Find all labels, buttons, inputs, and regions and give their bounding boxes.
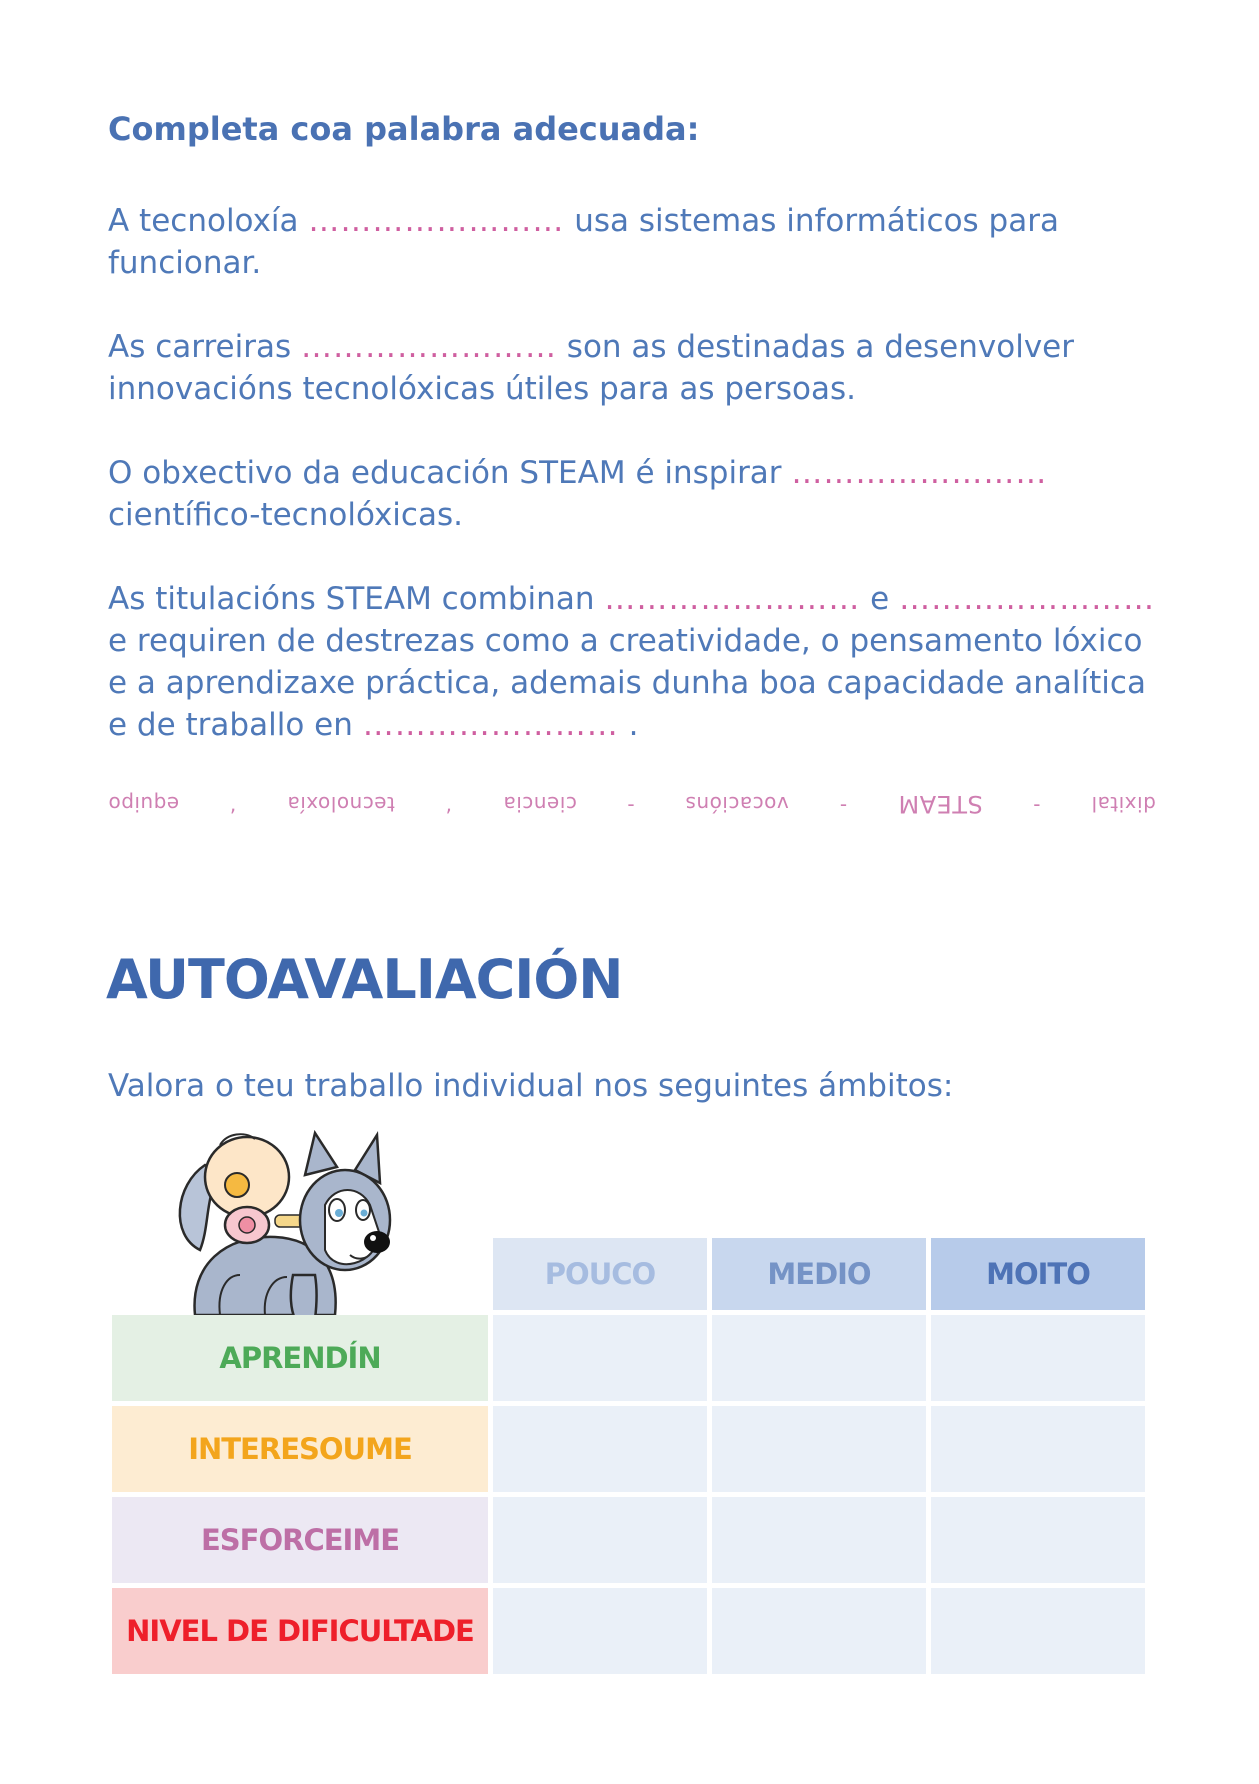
row-label-esforceime: ESFORCEIME: [112, 1497, 488, 1583]
exercise-heading: Completa coa palabra adecuada:: [108, 110, 700, 148]
word-bank-separator: ,: [229, 792, 237, 816]
word-bank-word: ciencia: [502, 792, 577, 816]
column-header-moito: MOITO: [931, 1238, 1145, 1310]
rating-cell-esforceime-moito[interactable]: [931, 1497, 1145, 1583]
word-bank-separator: -: [839, 792, 848, 816]
rating-cell-interesoume-pouco[interactable]: [493, 1406, 707, 1492]
column-header-medio: MEDIO: [712, 1238, 926, 1310]
rating-cell-aprendin-pouco[interactable]: [493, 1315, 707, 1401]
word-bank-separator: -: [1033, 792, 1041, 816]
sentence-2-part-b: son as destinadas a desenvolver innovacións tecnolóxicas útiles para as persoas.: [108, 329, 1074, 407]
blank-2[interactable]: ……………………: [300, 329, 557, 365]
word-bank-separator: ,: [445, 792, 453, 816]
rating-cell-dificultade-moito[interactable]: [931, 1588, 1145, 1674]
word-bank-separator: -: [627, 792, 635, 816]
table-row: [112, 1588, 1145, 1674]
rating-cell-aprendin-moito[interactable]: [931, 1315, 1145, 1401]
word-bank: [108, 786, 1156, 822]
sentence-4-part-a: As titulacións STEAM combinan: [108, 581, 605, 617]
row-label-interesoume: INTERESOUME: [112, 1406, 488, 1492]
blank-1[interactable]: ……………………: [308, 203, 565, 239]
sentence-1-part-b: usa sistemas informáticos para funcionar.: [108, 203, 1059, 281]
word-bank-word: vocacións: [685, 792, 790, 816]
self-eval-table: [107, 1233, 1150, 1679]
sentence-3: [108, 452, 1168, 536]
sentence-4-part-c: e requiren de destrezas como a creatividade, o pensamento lóxico e a aprendizaxe práctica, ademais dunha boa capacidade analítica e de traballo en: [108, 623, 1146, 743]
table-row: [112, 1315, 1145, 1401]
sentence-4: [108, 578, 1168, 746]
table-row: [112, 1497, 1145, 1583]
row-label-aprendin: APRENDÍN: [112, 1315, 488, 1401]
rating-cell-esforceime-medio[interactable]: [712, 1497, 926, 1583]
sentence-4-part-b: e: [860, 581, 900, 617]
sentence-2: [108, 326, 1168, 410]
column-header-pouco: POUCO: [493, 1238, 707, 1310]
self-eval-title: AUTOAVALIACIÓN: [106, 948, 623, 1011]
rating-cell-interesoume-medio[interactable]: [712, 1406, 926, 1492]
self-eval-subtitle: Valora o teu traballo individual nos seguintes ámbitos:: [108, 1068, 954, 1104]
word-bank-word: tecnoloxía: [287, 792, 395, 816]
table-corner: [112, 1238, 488, 1310]
word-bank-word: dixital: [1091, 792, 1156, 816]
sentence-2-part-a: As carreiras: [108, 329, 301, 365]
sentence-3-part-b: científico-tecnolóxicas.: [108, 497, 463, 533]
word-bank-word: STEAM: [897, 790, 983, 818]
blank-3[interactable]: ……………………: [791, 455, 1048, 491]
rating-cell-aprendin-medio[interactable]: [712, 1315, 926, 1401]
word-bank-word: equipo: [108, 792, 180, 816]
sentence-1-part-a: A tecnoloxía: [108, 203, 309, 239]
row-label-nivel-de-dificultade: NIVEL DE DIFICULTADE: [112, 1588, 488, 1674]
table-header-row: [112, 1238, 1145, 1310]
table-row: [112, 1406, 1145, 1492]
blank-5[interactable]: ……………………: [899, 581, 1156, 617]
rating-cell-esforceime-pouco[interactable]: [493, 1497, 707, 1583]
sentence-1: [108, 200, 1168, 284]
rating-cell-dificultade-medio[interactable]: [712, 1588, 926, 1674]
rating-cell-interesoume-moito[interactable]: [931, 1406, 1145, 1492]
blank-6[interactable]: ……………………: [362, 707, 619, 743]
sentence-3-part-a: O obxectivo da educación STEAM é inspirar: [108, 455, 792, 491]
sentence-4-part-d: .: [618, 707, 639, 743]
rating-cell-dificultade-pouco[interactable]: [493, 1588, 707, 1674]
blank-4[interactable]: ……………………: [604, 581, 861, 617]
